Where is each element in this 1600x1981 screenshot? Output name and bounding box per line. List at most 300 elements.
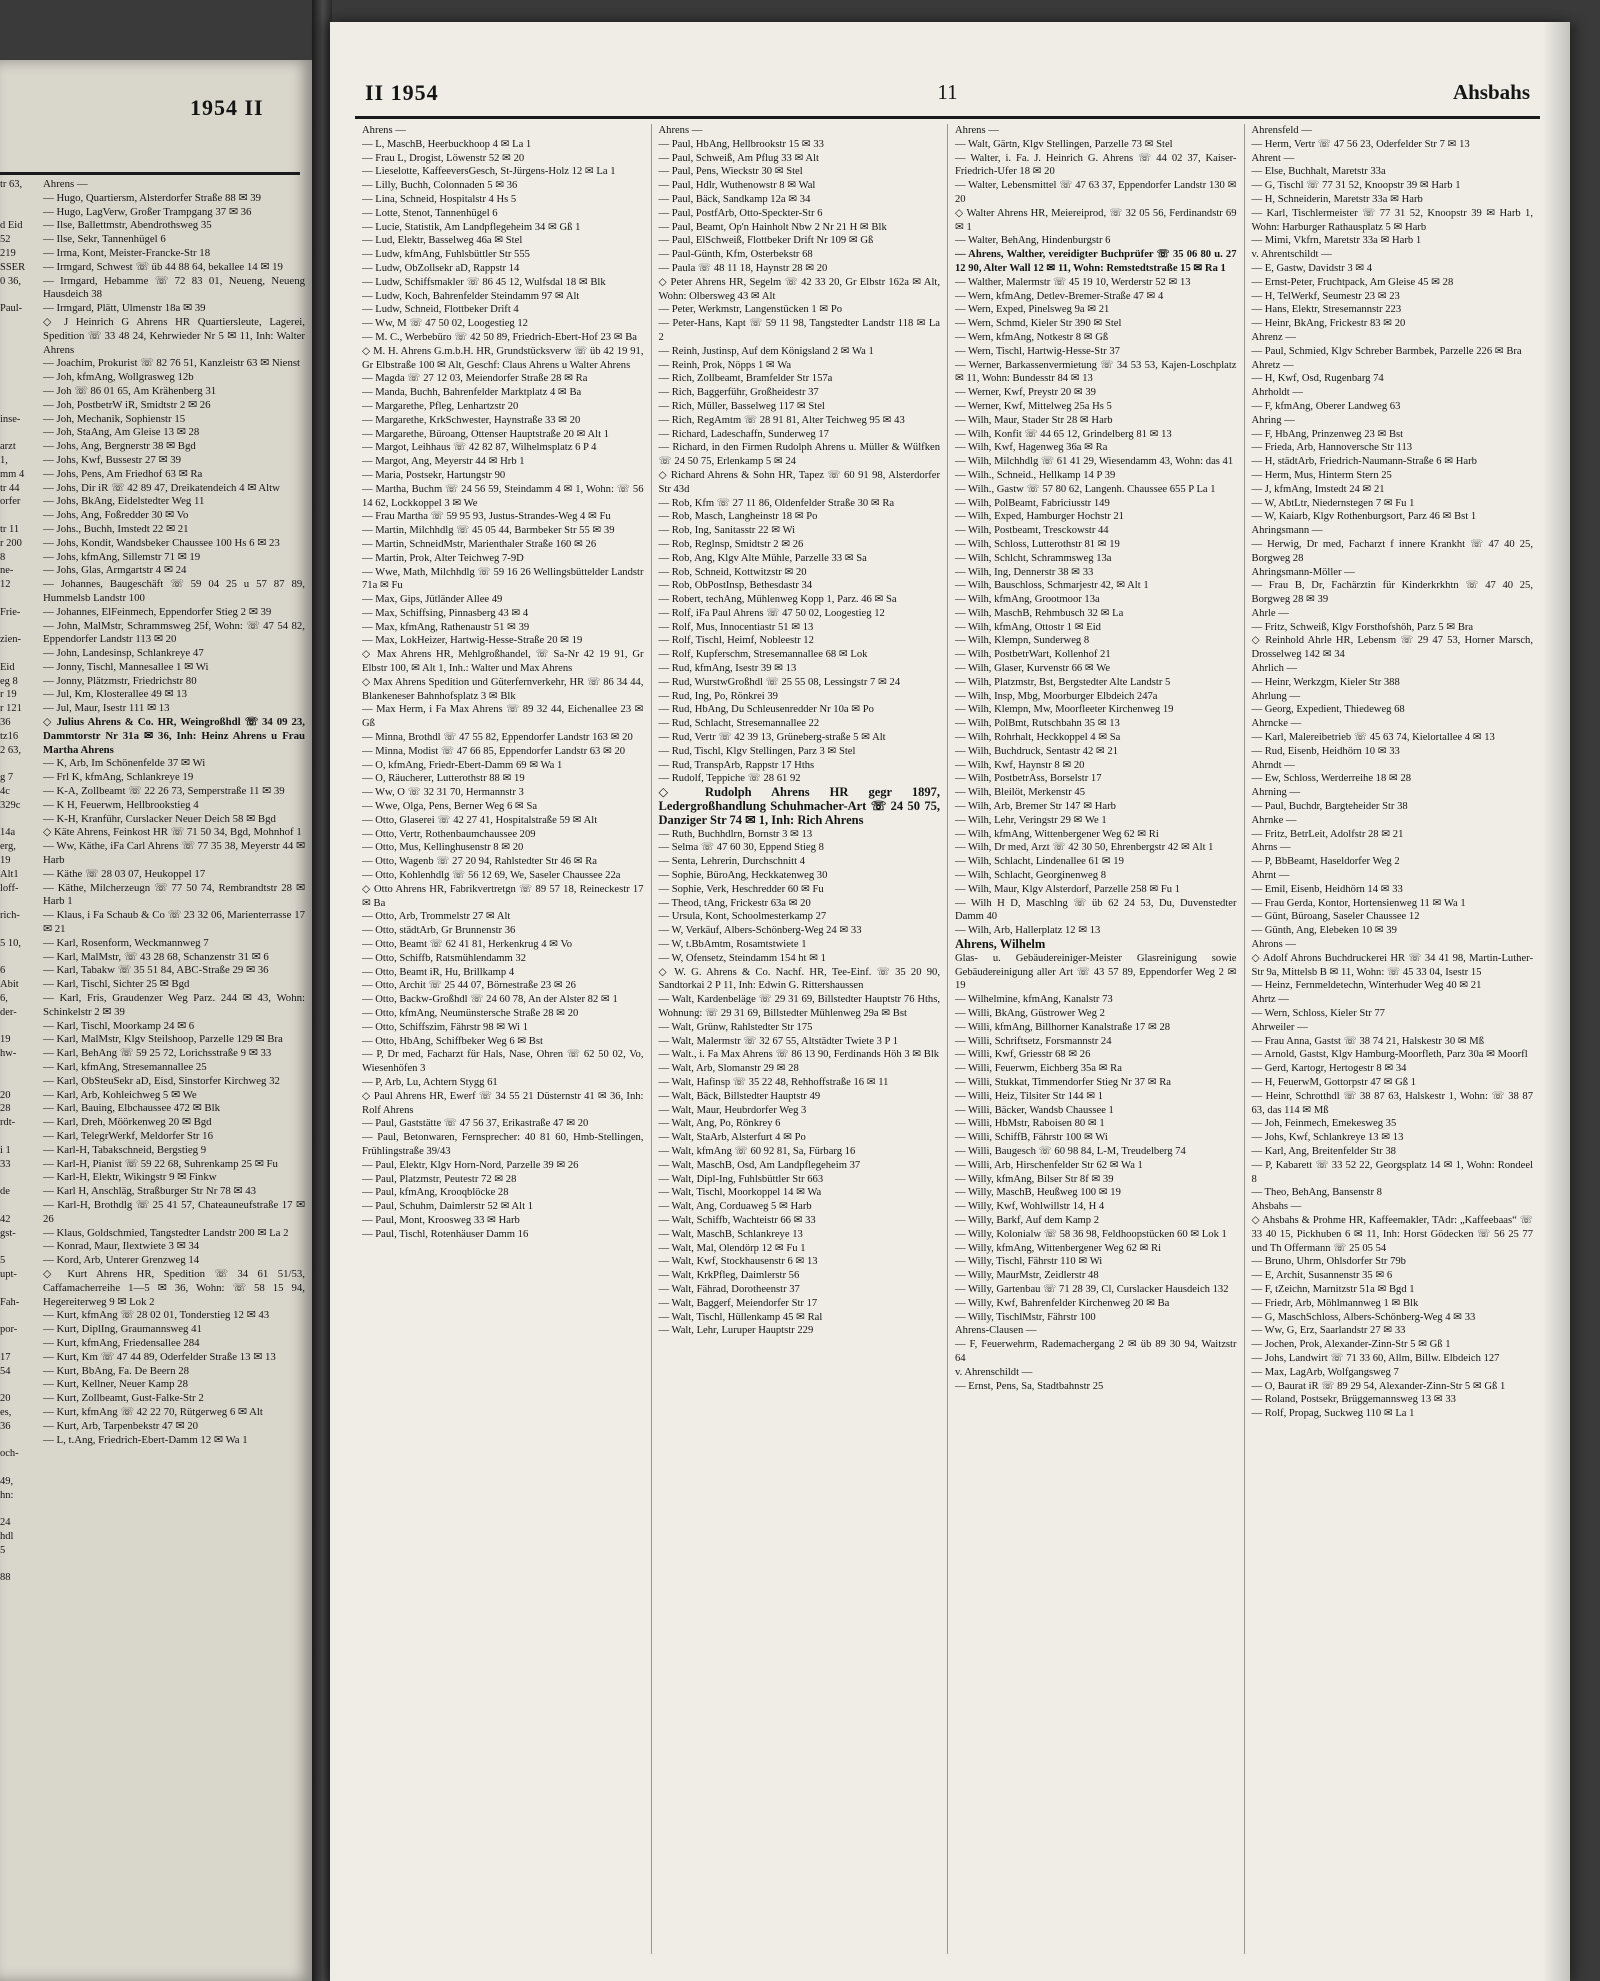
directory-entry: — Rich, Baggerführ, Großheidestr 37	[658, 387, 819, 399]
directory-entry: — Maria, Postsekr, Hartungstr 90	[362, 469, 506, 481]
directory-entry: — Ew, Schloss, Werderreihe 18 ✉ 28	[1251, 773, 1412, 785]
directory-entry: — Rud, Ing, Po, Rönkrei 39	[658, 690, 778, 702]
directory-entry: — Fritz, BetrLeit, Adolfstr 28 ✉ 21	[1251, 828, 1404, 840]
directory-entry: — H, Kwf, Osd, Rugenbarg 74	[1251, 373, 1384, 385]
directory-entry: — Rud, Vertr ☏ 42 39 13, Grüneberg-straße 5 ✉ Alt	[658, 732, 886, 744]
directory-entry: — Wilh, Arb, Bremer Str 147 ✉ Harb	[955, 801, 1116, 813]
directory-entry: — Johs, Glas, Armgartstr 4 ✉ 24	[43, 564, 187, 577]
directory-entry: — Johs, Ang, Foßredder 30 ✉ Vo	[43, 509, 189, 522]
directory-entry: — Margarethe, Büroang, Ottenser Hauptstraße 20 ✉ Alt 1	[362, 428, 609, 440]
directory-entry: — Lina, Schneid, Hospitalstr 4 Hs 5	[362, 193, 517, 205]
directory-entry: ◇ Reinhold Ahrle HR, Lebensm ☏ 29 47 53, Horner Marsch, Drosselweg 142 ✉ 34	[1251, 635, 1533, 661]
directory-entry: — H, städtArb, Friedrich-Naumann-Straße 6 ✉ Harb	[1251, 456, 1477, 468]
fragment-line: 52	[0, 234, 11, 246]
directory-entry: — Wilh, Konfit ☏ 44 65 12, Grindelberg 81 ✉ 13	[955, 428, 1172, 440]
directory-entry: — Rob, Schneid, Kottwitzstr ✉ 20	[658, 566, 807, 578]
directory-entry: — Theo, BehAng, Bansenstr 8	[1251, 1187, 1382, 1199]
fragment-line: 49,	[0, 1475, 14, 1487]
directory-entry: — W, Kaiarb, Klgv Rothenburgsort, Parz 46 ✉ Bst 1	[1251, 511, 1477, 523]
directory-entry: — Bruno, Uhrm, Ohlsdorfer Str 79b	[1251, 1256, 1406, 1268]
fragment-line: 8	[0, 551, 6, 563]
directory-entry: — O, Baurat iR ☏ 89 29 54, Alexander-Zinn-Str 5 ✉ Gß 1	[1251, 1380, 1506, 1392]
directory-entry: — Frau Anna, Gastst ☏ 38 74 21, Halskestr 30 ✉ Mß	[1251, 1035, 1485, 1047]
directory-entry: — Arnold, Gastst, Klgv Hamburg-Moorfleth, Parz 30a ✉ Moorfl	[1251, 1049, 1528, 1061]
fragment-line: Paul-	[0, 303, 23, 315]
directory-entry: — Wilh., Schneid., Hellkamp 14 P 39	[955, 469, 1116, 481]
directory-entry: ◇ Adolf Ahrons Buchdruckerei HR ☏ 34 41 98, Martin-Luther-Str 9a, Mittelsb B ✉ 11, Wohn: ☏ 45 33 04, Isestr 15	[1251, 952, 1533, 978]
directory-entry: — Karl, Fris, Graudenzer Weg Parz. 244 ✉ 43, Wohn: Schinkelstr 2 ✉ 39	[43, 992, 305, 1018]
fragment-line: 219	[0, 247, 16, 259]
directory-entry: — Otto, Schiffb, Ratsmühlendamm 32	[362, 952, 526, 964]
directory-entry: — Heinz, Fernmeldetechn, Winterhuder Weg 40 ✉ 21	[1251, 980, 1482, 992]
directory-entry: — Paul, Buchdr, Bargteheider Str 38	[1251, 801, 1408, 813]
directory-entry: — Kurt, Zollbeamt, Gust-Falke-Str 2	[43, 1392, 204, 1405]
directory-entry: — Walt, Ang, Po, Rönkrey 6	[658, 1118, 781, 1130]
directory-entry: — Klaus, Goldschmied, Tangstedter Landstr 200 ✉ La 2	[43, 1226, 289, 1239]
directory-entry: — Karl, MalMstr, ☏ 43 28 68, Schanzenstr 31 ✉ 6	[43, 950, 269, 963]
directory-entry: — Wern, Tischl, Hartwig-Hesse-Str 37	[955, 345, 1120, 357]
fragment-line	[0, 1282, 40, 1296]
fragment-line	[0, 385, 40, 399]
directory-entry: — Walt, StaArb, Alsterfurt 4 ✉ Po	[658, 1132, 806, 1144]
directory-entry: — Wilh, Ing, Dennerstr 38 ✉ 33	[955, 566, 1094, 578]
directory-entry: — Wilh, Insp, Mbg, Moorburger Elbdeich 247a	[955, 690, 1158, 702]
directory-entry: — Ernst, Pens, Sa, Stadtbahnstr 25	[955, 1380, 1104, 1392]
directory-entry: — Lilly, Buchh, Colonnaden 5 ✉ 36	[362, 180, 518, 192]
directory-entry: — Paul, Bäck, Sandkamp 12a ✉ 34	[658, 193, 811, 205]
directory-entry: — Willy, kfmAng, Bilser Str 8f ✉ 39	[955, 1173, 1114, 1185]
directory-entry: — Wilh, Dr med, Arzt ☏ 42 30 50, Ehrenbergstr 42 ✉ Alt 1	[955, 842, 1214, 854]
fragment-line	[0, 371, 40, 385]
fragment-line	[0, 399, 40, 413]
directory-entry: — Karl, Tischl, Moorkamp 24 ✉ 6	[43, 1019, 195, 1032]
directory-entry: ◇ Otto Ahrens HR, Fabrikvertretgn ☏ 89 57 18, Reineckestr 17 ✉ Ba	[362, 883, 644, 909]
directory-entry: ◇ J Heinrich G Ahrens HR Quartiersleute, Lagerei, Spedition ☏ 33 48 24, Kehrwieder Nr 5 ✉ 11, Inh: Walter Ahrens	[43, 315, 305, 356]
fragment-line	[0, 192, 40, 206]
directory-entry: — Reinh, Justinsp, Auf dem Königsland 2 ✉ Wa 1	[658, 345, 874, 357]
directory-entry: — Johs, BkAng, Eidelstedter Weg 11	[43, 495, 205, 508]
directory-entry: — Willi, Bäcker, Wandsb Chaussee 1	[955, 1104, 1114, 1116]
directory-entry: — Rolf, iFa Paul Ahrens ☏ 47 50 02, Loogestieg 12	[658, 607, 885, 619]
directory-entry: — Joh, kfmAng, Wollgrasweg 12b	[43, 371, 194, 384]
directory-entry: — Paul, Beamt, Op'n Hainholt Nbw 2 Nr 21 H ✉ Blk	[658, 221, 887, 233]
fragment-line: arzt	[0, 441, 16, 453]
directory-entry: — Wilh, PostbetrWart, Kollenhof 21	[955, 649, 1111, 661]
directory-entry: — Emil, Eisenb, Heidhörn 14 ✉ 33	[1251, 883, 1403, 895]
directory-entry: — John, MalMstr, Schrammsweg 25f, Wohn: ☏ 47 54 82, Eppendorfer Landstr 113 ✉ 20	[43, 619, 305, 646]
fragment-line: eg 8	[0, 675, 18, 687]
directory-entry: — Otto, Beamt iR, Hu, Brillkamp 4	[362, 966, 515, 978]
directory-entry: — Johs, kfmAng, Sillemstr 71 ✉ 19	[43, 550, 201, 563]
directory-entry: — Paul, Betonwaren, Fernsprecher: 40 81 60, Hmb-Stellingen, Frühlingstraße 39/43	[362, 1132, 644, 1157]
directory-entry: — K H, Feuerwm, Hellbrookstieg 4	[43, 798, 199, 811]
directory-entry: — Wilh, Rohrhalt, Heckkoppel 4 ✉ Sa	[955, 732, 1121, 744]
directory-entry: — Ludw, Koch, Bahrenfelder Steindamm 97 ✉ Alt	[362, 290, 580, 302]
fragment-line: es,	[0, 1406, 12, 1418]
fragment-line: 14a	[0, 827, 16, 839]
directory-entry: — Sophie, Verk, Heschredder 60 ✉ Fu	[658, 883, 824, 895]
fragment-line: 2 63,	[0, 744, 21, 756]
directory-entry: — Günth, Ang, Elebeken 10 ✉ 39	[1251, 925, 1397, 937]
fragment-line	[0, 757, 40, 771]
directory-entry: — Herm, Mus, Hinterm Stern 25	[1251, 469, 1392, 481]
directory-entry: — L, MaschB, Heerbuckhoop 4 ✉ La 1	[362, 138, 532, 150]
directory-entry: — Richard, Ladeschaffn, Sunderweg 17	[658, 428, 829, 440]
directory-entry: — Ruth, Buchhdlrn, Bornstr 3 ✉ 13	[658, 828, 813, 840]
directory-entry: — Frl K, kfmAng, Schlankreye 19	[43, 771, 194, 784]
directory-entry: — Irmgard, Schwest ☏ üb 44 88 64, bekallee 14 ✉ 19	[43, 260, 283, 273]
directory-entry: — Otto, Schiffszim, Fährstr 98 ✉ Wi 1	[362, 1021, 529, 1033]
directory-entry: — Magda ☏ 27 12 03, Meiendorfer Straße 28 ✉ Ra	[362, 373, 588, 385]
directory-entry: — Ernst-Peter, Fruchtpack, Am Gleise 45 ✉ 28	[1251, 276, 1454, 288]
page-number: 11	[937, 80, 958, 104]
directory-entry: — J, kfmAng, Imstedt 24 ✉ 21	[1251, 483, 1385, 495]
directory-entry: — Walt, Mal, Olendörp 12 ✉ Fu 1	[658, 1242, 806, 1254]
directory-entry: — Paul, Schuhm, Daimlerstr 52 ✉ Alt 1	[362, 1201, 534, 1213]
directory-entry: — Rud, TranspArb, Rappstr 17 Hths	[658, 759, 815, 771]
directory-entry: — Jonny, Plätzmstr, Friedrichstr 80	[43, 674, 197, 687]
directory-entry: — Willi, Arb, Hirschenfelder Str 62 ✉ Wa 1	[955, 1159, 1143, 1171]
directory-entry: — Willi, Baugesch ☏ 60 98 84, L-M, Treudelberg 74	[955, 1145, 1186, 1157]
fragment-line: der-	[0, 1006, 17, 1018]
directory-entry: — Joachim, Prokurist ☏ 82 76 51, Kanzleistr 63 ✉ Nienst	[43, 357, 301, 370]
directory-entry: — Max, LagArb, Wolfgangsweg 7	[1251, 1366, 1399, 1378]
directory-entry: — Selma ☏ 47 60 30, Eppend Stieg 8	[658, 842, 824, 854]
directory-entry: — Kurt, Kellner, Neuer Kamp 28	[43, 1378, 188, 1391]
page-edge-shadow	[1542, 22, 1570, 1981]
directory-entry: — Wilh, Schlacht, Georginenweg 8	[955, 870, 1106, 882]
directory-entry: — Frau B, Dr, Fachärztin für Kinderkrkhtn ☏ 47 40 25, Borgweg 28 ✉ 39	[1251, 580, 1533, 606]
fragment-line: zien-	[0, 634, 21, 646]
directory-entry: — Martin, SchneidMstr, Marienthaler Straße 160 ✉ 26	[362, 538, 597, 550]
fragment-line: 19	[0, 855, 11, 867]
directory-entry: — Willi, Kwf, Griesstr 68 ✉ 26	[955, 1049, 1091, 1061]
directory-entry: — Karl, Tabakw ☏ 35 51 84, ABC-Straße 29 ✉ 36	[43, 964, 269, 977]
directory-entry: — Werner, Kwf, Preystr 20 ✉ 39	[955, 387, 1096, 399]
directory-entry: — Paul, Gaststätte ☏ 47 56 37, Erikastraße 47 ✉ 20	[362, 1118, 589, 1130]
directory-entry: — Willy, TischlMstr, Fährstr 100	[955, 1311, 1096, 1323]
fragment-line: hdl	[0, 1531, 14, 1543]
fragment-line	[0, 1020, 40, 1034]
directory-entry: — Roland, Postsekr, Brüggemannsweg 13 ✉ 33	[1251, 1394, 1456, 1406]
fragment-line: tr 63,	[0, 179, 23, 190]
fragment-line: ne-	[0, 565, 14, 577]
surname-heading: Ahringsmann-Möller —	[1251, 566, 1355, 578]
directory-entry: — Walt, Malermstr ☏ 32 67 55, Altstädter Twiete 3 P 1	[658, 1035, 898, 1047]
surname-heading: Ahrnke —	[1251, 814, 1297, 826]
directory-entry: — Karl, Rosenform, Weckmannweg 7	[43, 936, 209, 949]
directory-entry: — Sophie, BüroAng, Heckkatenweg 30	[658, 870, 828, 882]
directory-entry: — Ww, O ☏ 32 31 70, Hermannstr 3	[362, 787, 524, 799]
directory-entry: — Margot, Ang, Meyerstr 44 ✉ Hrb 1	[362, 456, 525, 468]
surname-heading: Ahrenz —	[1251, 331, 1296, 343]
directory-entry: — Rud, HbAng, Du Schleusenredder Nr 10a ✉ Po	[658, 704, 874, 716]
fragment-line: 20	[0, 1393, 11, 1405]
directory-entry: — Martin, Prok, Alter Teichweg 7-9D	[362, 552, 524, 564]
directory-entry: — Herm, Vertr ☏ 47 56 23, Oderfelder Str 7 ✉ 13	[1251, 138, 1470, 150]
surname-heading: Ahrncke —	[1251, 718, 1302, 730]
surname-heading: Ahrle —	[1251, 607, 1289, 619]
directory-entry: — Willy, Barkf, Auf dem Kamp 2	[955, 1214, 1100, 1226]
directory-entry: — Rud, WurstwGroßhdl ☏ 25 55 08, Lessingstr 7 ✉ 24	[658, 676, 901, 688]
directory-entry: — Paul, Schmied, Klgv Schreber Barmbek, Parzelle 226 ✉ Bra	[1251, 345, 1522, 357]
directory-entry: — Wilh, Lehr, Veringstr 29 ✉ We 1	[955, 814, 1107, 826]
directory-entry: — F, tZeichn, Marnitzstr 51a ✉ Bgd 1	[1251, 1283, 1415, 1295]
directory-entry: — Max, kfmAng, Rathenaustr 51 ✉ 39	[362, 621, 530, 633]
directory-entry: — Ludw, Schiffsmakler ☏ 86 45 12, Wulfsdal 18 ✉ Blk	[362, 276, 606, 288]
directory-entry: — Walt, MaschB, Schlankreye 13	[658, 1228, 803, 1240]
directory-entry: — W, Ofensetz, Steindamm 154 ht ✉ 1	[658, 952, 826, 964]
directory-entry: — Willi, Heiz, Tilsiter Str 144 ✉ 1	[955, 1090, 1104, 1102]
directory-entry: — Wern, Exped, Pinelsweg 9a ✉ 21	[955, 304, 1110, 316]
directory-entry: — Paul-Günth, Kfm, Osterbekstr 68	[658, 249, 813, 261]
directory-entry: — Paul, HbAng, Hellbrookstr 15 ✉ 33	[658, 138, 824, 150]
fragment-line: hn:	[0, 1489, 14, 1501]
fragment-line: 6	[0, 965, 6, 977]
directory-entry: — Martin, Milchhdlg ☏ 45 05 44, Barmbeker Str 55 ✉ 39	[362, 525, 615, 537]
running-head: Ahsbahs	[1452, 80, 1530, 104]
directory-entry: — Klaus, i Fa Schaub & Co ☏ 23 32 06, Marienterrasse 17 ✉ 21	[43, 909, 305, 936]
directory-entry: — Hugo, LagVerw, Großer Trampgang 37 ✉ 36	[43, 205, 252, 218]
directory-entry: — Wilh, Arb, Hallerplatz 12 ✉ 13	[955, 925, 1101, 937]
directory-entry: — Joh, Mechanik, Sophienstr 15	[43, 412, 186, 425]
directory-entry: — Karl, MalMstr, Klgv Steilshoop, Parzelle 129 ✉ Bra	[43, 1033, 283, 1046]
fragment-line	[0, 1558, 40, 1572]
directory-entry: — Walt, Arb, Slomanstr 29 ✉ 28	[658, 1063, 799, 1075]
fragment-line	[0, 426, 40, 440]
fragment-line: Eid	[0, 661, 15, 673]
directory-entry: — Walt, Maur, Heubrdorfer Weg 3	[658, 1104, 807, 1116]
directory-entry: — Friedr, Arb, Möhlmannweg 1 ✉ Blk	[1251, 1297, 1419, 1309]
directory-entry: — Wwe, Math, Milchhdlg ☏ 59 16 26 Wellingsbüttelder Landstr 71a ✉ Fu	[362, 566, 644, 592]
fragment-line	[0, 951, 40, 965]
directory-entry: — Jonny, Tischl, Mannesallee 1 ✉ Wi	[43, 660, 209, 673]
fragment-line: g 7	[0, 772, 14, 784]
fragment-line: 4c	[0, 786, 10, 798]
directory-entry: — Rob, Kfm ☏ 27 11 86, Oldenfelder Straße 30 ✉ Ra	[658, 497, 895, 509]
fragment-line: mm 4	[0, 468, 25, 480]
directory-entry: — Walt, KrkPfleg, Daimlerstr 56	[658, 1270, 800, 1282]
directory-entry: — Reinh, Prok, Nöpps 1 ✉ Wa	[658, 359, 792, 371]
directory-entry: — Kurt, DiplIng, Graumannsweg 41	[43, 1323, 202, 1336]
directory-entry: — Paul, Elektr, Klgv Horn-Nord, Parzelle 39 ✉ 26	[362, 1159, 579, 1171]
directory-entry: — Irmgard, Hebamme ☏ 72 83 01, Neueng, Neueng Hausdeich 38	[43, 274, 305, 301]
directory-entry: — Rolf, Kupferschm, Stresemannallee 68 ✉ Lok	[658, 649, 868, 661]
directory-entry: — K-H, Kranführ, Curslacker Neuer Deich 58 ✉ Bgd	[43, 812, 276, 825]
directory-entry: — Walter, BehAng, Hindenburgstr 6	[955, 235, 1111, 247]
directory-entry: — Heinr, Werkzgm, Kieler Str 388	[1251, 676, 1400, 688]
directory-entry: — Joh, StaAng, Am Gleise 13 ✉ 28	[43, 426, 200, 439]
fragment-line: 20	[0, 1089, 11, 1101]
directory-entry: — Wilh H D, Maschlng ☏ üb 62 24 53, Du, Duvenstedter Damm 40	[955, 897, 1237, 923]
surname-heading: Ahrent —	[1251, 152, 1295, 164]
directory-entry: — Margarethe, Pfleg, Lenhartzstr 20	[362, 400, 519, 412]
directory-entry: — Georg, Expedient, Thiedeweg 68	[1251, 704, 1405, 716]
previous-page-column	[43, 178, 305, 1447]
directory-entry: — Käthe ☏ 28 03 07, Heukoppel 17	[43, 867, 206, 880]
directory-entry: — Minna, Modist ☏ 47 66 85, Eppendorfer Landstr 63 ✉ 20	[362, 745, 626, 757]
directory-entry: — Jul, Maur, Isestr 111 ✉ 13	[43, 702, 170, 715]
fragment-line	[0, 316, 40, 330]
directory-entry: — Konrad, Maur, Ilextwiete 3 ✉ 34	[43, 1240, 200, 1253]
fragment-line: upt-	[0, 1268, 17, 1280]
fragment-line: inse-	[0, 413, 21, 425]
directory-entry: — Theod, tAng, Frickestr 63a ✉ 20	[658, 897, 811, 909]
directory-entry: — W, AbtLtr, Niedernstegen 7 ✉ Fu 1	[1251, 497, 1415, 509]
directory-entry: — Peter-Hans, Kapt ☏ 59 11 98, Tangstedter Landstr 118 ✉ La 2	[658, 318, 940, 343]
directory-entry: — Mimi, Vkfrn, Maretstr 33a ✉ Harb 1	[1251, 235, 1422, 247]
directory-entry: — Kurt, BbAng, Fa. De Beern 28	[43, 1364, 190, 1377]
directory-entry: — Walt, Fährad, Dorotheenstr 37	[658, 1283, 800, 1295]
directory-entry: — Johs, Ang, Bergnerstr 38 ✉ Bgd	[43, 440, 196, 453]
fragment-line: r 121	[0, 703, 22, 715]
directory-entry: — Johs, Kondit, Wandsbeker Chaussee 100 Hs 6 ✉ 23	[43, 536, 280, 549]
directory-entry: — Wern, Schloss, Kieler Str 77	[1251, 1008, 1385, 1019]
directory-entry: — Willy, Kwf, Bahrenfelder Kirchenweg 20 ✉ Ba	[955, 1297, 1170, 1309]
fragment-line	[0, 357, 40, 371]
directory-entry: ◇ Ahsbahs & Prohme HR, Kaffeemakler, TAdr: „Kaffeebaas“ ☏ 33 40 15, Pickhuben 6 ✉ 11, Inh: Horst Gödecken ☏ 56 25 77 und Th Offermann ☏ 25 05 54	[1251, 1214, 1533, 1254]
directory-entry: — Lud, Elektr, Basselweg 46a ✉ Stel	[362, 235, 523, 247]
fragment-line: Frie-	[0, 606, 21, 618]
directory-entry: — Paul, Mont, Kroosweg 33 ✉ Harb	[362, 1214, 520, 1226]
directory-entry: — Wilh, Glaser, Kurvenstr 66 ✉ We	[955, 663, 1111, 675]
fragment-line	[0, 1199, 40, 1213]
directory-entry: — P, Arb, Lu, Achtern Stygg 61	[362, 1076, 498, 1088]
directory-entry: — Rolf, Tischl, Heimf, Nobleestr 12	[658, 635, 814, 647]
fragment-line: loff-	[0, 882, 19, 894]
fragment-line: 17	[0, 1351, 11, 1363]
directory-entry: — Johannes, Baugeschäft ☏ 59 04 25 u 57 87 89, Hummelsb Landstr 100	[43, 578, 305, 604]
directory-entry: — Wilh, Kwf, Hagenweg 36a ✉ Ra	[955, 442, 1108, 454]
directory-entry: — Karl-H, Pianist ☏ 59 22 68, Suhrenkamp 25 ✉ Fu	[43, 1157, 278, 1170]
fragment-line: 0 36,	[0, 275, 21, 287]
directory-entry: — Willi, Stukkat, Timmendorfer Stieg Nr 37 ✉ Ra	[955, 1076, 1172, 1088]
surname-heading: Ahsbahs —	[1251, 1201, 1302, 1213]
directory-entry: — Käthe, Milcherzeugn ☏ 77 50 74, Rembrandtstr 28 ✉ Harb 1	[43, 881, 305, 908]
directory-entry: — Otto, städtArb, Gr Brunnenstr 36	[362, 925, 516, 937]
surname-heading: Ahrlich —	[1251, 663, 1298, 675]
directory-entry: — Rob, Ing, Sanitasstr 22 ✉ Wi	[658, 525, 796, 537]
directory-entry: — Frau Gerda, Kontor, Hortensienweg 11 ✉ Wa 1	[1251, 897, 1466, 909]
directory-entry: — Karl, Dreh, Möörkenweg 20 ✉ Bgd	[43, 1116, 212, 1129]
directory-entry: — Otto, Mus, Kellinghusenstr 8 ✉ 20	[362, 842, 524, 854]
directory-entry: — Wern, kfmAng, Detlev-Bremer-Straße 47 ✉ 4	[955, 290, 1164, 302]
fragment-line	[0, 1378, 40, 1392]
directory-columns	[355, 124, 1540, 1954]
directory-entry: — Wilh, Schlacht, Lindenallee 61 ✉ 19	[955, 856, 1124, 868]
fragment-line	[0, 1503, 40, 1517]
directory-entry: — Ludw, ObZollsekr aD, Rappstr 14	[362, 262, 520, 274]
directory-entry: — Karl, ObSteuSekr aD, Eisd, Sinstorfer Kirchweg 32	[43, 1074, 280, 1087]
directory-entry: — Walt, Schiffb, Wachteistr 66 ✉ 33	[658, 1214, 816, 1226]
directory-entry: — Rob, ObPostInsp, Bethesdastr 34	[658, 580, 813, 592]
fragment-line	[0, 1075, 40, 1089]
directory-entry: — Max, LokHeizer, Hartwig-Hesse-Straße 20 ✉ 19	[362, 635, 583, 647]
directory-entry: — Willy, MaschB, Heußweg 100 ✉ 19	[955, 1187, 1121, 1199]
directory-entry: — Heinr, BkAng, Frickestr 83 ✉ 20	[1251, 318, 1406, 330]
directory-entry: — Wilh, Klempn, Sunderweg 8	[955, 635, 1090, 647]
directory-entry: — Lucie, Statistik, Am Landpflegeheim 34 ✉ Gß 1	[362, 221, 581, 233]
directory-entry: — Karl, Malereibetrieb ☏ 45 63 74, Kielortallee 4 ✉ 13	[1251, 732, 1495, 744]
directory-entry: — Walt, Ang, Corduaweg 5 ✉ Harb	[658, 1201, 812, 1213]
fragment-line	[0, 895, 40, 909]
directory-entry: — Walt, Gärtn, Klgv Stellingen, Parzelle 73 ✉ Stel	[955, 138, 1173, 150]
directory-entry: — Margot, Leihhaus ☏ 42 82 87, Wilhelmsplatz 6 P 4	[362, 442, 597, 454]
directory-entry: — Rob, Masch, Langheinstr 18 ✉ Po	[658, 511, 818, 523]
fragment-line: 28	[0, 1103, 11, 1115]
fragment-line: por-	[0, 1324, 18, 1336]
directory-entry: — Willi, HbMstr, Raboisen 80 ✉ 1	[955, 1118, 1105, 1130]
directory-entry: — Lotte, Stenot, Tannenhügel 6	[362, 207, 498, 219]
directory-entry: — Margarethe, KrkSchwester, Haynstraße 33 ✉ 20	[362, 414, 581, 426]
fragment-line: gst-	[0, 1227, 16, 1239]
fragment-line: 5	[0, 1255, 6, 1267]
directory-entry: — Wilh, Schlcht, Schrammsweg 13a	[955, 552, 1112, 564]
fragment-line: 24	[0, 1517, 11, 1529]
directory-entry: — Willy, Gartenbau ☏ 71 28 39, Cl, Curslacker Hausdeich 132	[955, 1283, 1229, 1295]
directory-entry: — Wilhelmine, kfmAng, Kanalstr 73	[955, 994, 1113, 1006]
directory-entry: — Paul, Tischl, Rotenhäuser Damm 16	[362, 1228, 529, 1240]
directory-entry: — Ww, G, Erz, Saarlandstr 27 ✉ 33	[1251, 1325, 1406, 1337]
directory-entry: — Wilh, Platzmstr, Bst, Bergstedter Alte Landstr 5	[955, 676, 1171, 688]
directory-entry: — Herwig, Dr med, Facharzt f innere Krankht ☏ 47 40 25, Borgweg 28	[1251, 538, 1533, 564]
directory-entry: — Ilse, Ballettmstr, Abendrothsweg 35	[43, 219, 212, 232]
directory-entry: — K-A, Zollbeamt ☏ 22 26 73, Semperstraße 11 ✉ 39	[43, 785, 285, 798]
directory-entry: — Rich, Müller, Basselweg 117 ✉ Stel	[658, 400, 825, 412]
directory-entry: — Ww, M ☏ 47 50 02, Loogestieg 12	[362, 318, 528, 330]
directory-entry: — Paul, Hdlr, Wuthenowstr 8 ✉ Wal	[658, 180, 816, 192]
directory-entry: — Otto, Kohlenhdlg ☏ 56 12 69, We, Saseler Chaussee 22a	[362, 870, 621, 882]
fragment-line	[0, 1461, 40, 1475]
directory-entry: — Richard, in den Firmen Rudolph Ahrens u. Müller & Wülfken ☏ 24 50 75, Erlenkamp 5 ✉ 24	[658, 442, 940, 468]
directory-entry: — Rolf, Propag, Suckweg 110 ✉ La 1	[1251, 1408, 1415, 1420]
directory-entry: — P, BbBeamt, Haseldorfer Weg 2	[1251, 856, 1400, 868]
surname-heading: Ahrons —	[1251, 939, 1296, 951]
directory-entry: ◇ Julius Ahrens & Co. HR, Weingroßhdl ☏ 34 09 23, Dammtorstr Nr 31a ✉ 36, Inh: Heinz Ahrens u Frau Martha Ahrens	[43, 716, 305, 756]
directory-entry: — Walt, Grünw, Rahlstedter Str 175	[658, 1021, 813, 1033]
fragment-line	[0, 1240, 40, 1254]
fragment-line: 329c	[0, 799, 21, 811]
directory-entry: — Rud, kfmAng, Isestr 39 ✉ 13	[658, 663, 797, 675]
surname-heading: Ahrens —	[658, 125, 703, 136]
directory-entry: — Wilh, Milchhdlg ☏ 61 41 29, Wiesendamm 43, Wohn: das 41	[955, 456, 1234, 468]
directory-entry: — Kurt, Km ☏ 47 44 89, Oderfelder Straße 13 ✉ 13	[43, 1350, 276, 1363]
directory-entry: — Rich, Zollbeamt, Bramfelder Str 157a	[658, 373, 833, 385]
fragment-line: 36	[0, 1420, 11, 1432]
directory-entry: — O, kfmAng, Friedr-Ebert-Damm 69 ✉ Wa 1	[362, 759, 563, 771]
fragment-line: i 1	[0, 1144, 11, 1156]
directory-entry: — Rud, Eisenb, Heidhörn 10 ✉ 33	[1251, 745, 1400, 757]
cropped-column-fragments	[0, 178, 40, 1585]
previous-page	[0, 60, 312, 1981]
directory-entry: — Karl-H, Tabakschneid, Bergstieg 9	[43, 1143, 207, 1156]
directory-entry: — Paul, ElSchweiß, Flottbeker Drift Nr 109 ✉ Gß	[658, 235, 874, 247]
fragment-line	[0, 1434, 40, 1448]
book-gutter	[312, 0, 332, 1981]
directory-entry: — P, Kabarett ☏ 33 52 22, Georgsplatz 14 ✉ 1, Wohn: Rondeel 8	[1251, 1159, 1533, 1185]
fragment-line	[0, 592, 40, 606]
directory-entry: — Wilh, Maur, Stader Str 28 ✉ Harb	[955, 414, 1113, 426]
directory-entry: — Ursula, Kont, Schoolmesterkamp 27	[658, 911, 827, 923]
fragment-line: 54	[0, 1365, 11, 1377]
surname-heading: Ahring —	[1251, 414, 1295, 426]
directory-entry: — Kurt, Arb, Tarpenbekstr 47 ✉ 20	[43, 1419, 199, 1432]
fragment-line: 88	[0, 1572, 11, 1584]
directory-entry: — F, kfmAng, Oberer Landweg 63	[1251, 400, 1401, 412]
directory-entry: — Wilh, PolBmt, Rutschbahn 35 ✉ 13	[955, 718, 1120, 730]
directory-entry: — Johs, Landwirt ☏ 71 33 60, Allm, Billw. Elbdeich 127	[1251, 1352, 1500, 1364]
surname-heading: Ahrlung —	[1251, 690, 1301, 702]
